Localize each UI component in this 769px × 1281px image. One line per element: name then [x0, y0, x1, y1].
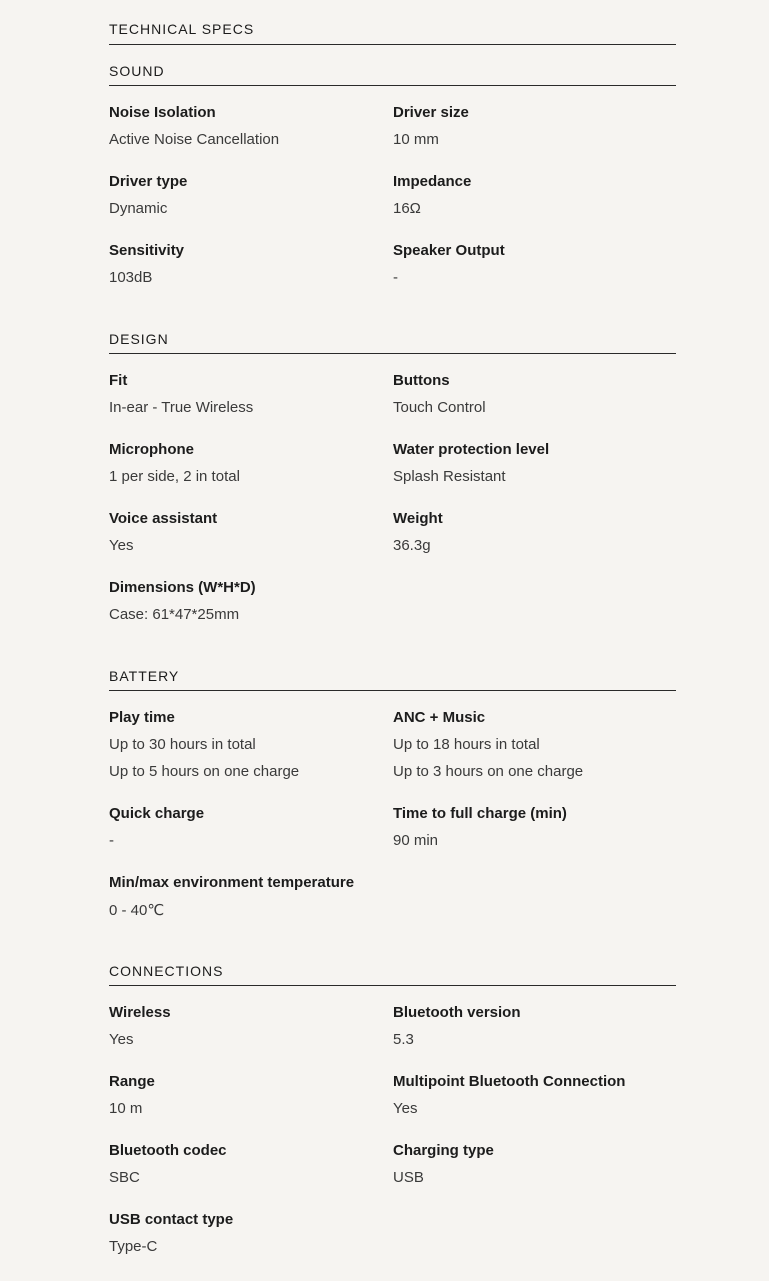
spec-label-multipoint: Multipoint Bluetooth Connection — [393, 1073, 626, 1090]
spec-label-usb-contact-type: USB contact type — [109, 1211, 234, 1228]
spec-value-water-protection: Splash Resistant — [393, 468, 506, 485]
spec-value-buttons: Touch Control — [393, 399, 486, 416]
spec-label-fit: Fit — [109, 372, 128, 389]
title-divider — [109, 44, 676, 45]
spec-label-noise-isolation: Noise Isolation — [109, 104, 216, 121]
spec-value-anc-music-total: Up to 18 hours in total — [393, 736, 540, 753]
section-title-design: DESIGN — [109, 331, 169, 347]
spec-value-weight: 36.3g — [393, 537, 431, 554]
spec-label-weight: Weight — [393, 510, 443, 527]
spec-value-noise-isolation: Active Noise Cancellation — [109, 131, 280, 148]
spec-value-range: 10 m — [109, 1100, 143, 1117]
spec-label-sensitivity: Sensitivity — [109, 242, 185, 259]
spec-label-driver-type: Driver type — [109, 173, 188, 190]
spec-value-fit: In-ear - True Wireless — [109, 399, 254, 416]
spec-label-charging-type: Charging type — [393, 1142, 494, 1159]
spec-label-wireless: Wireless — [109, 1004, 171, 1021]
spec-label-full-charge-time: Time to full charge (min) — [393, 805, 567, 822]
spec-label-bluetooth-version: Bluetooth version — [393, 1004, 521, 1021]
page-title: TECHNICAL SPECS — [109, 21, 255, 37]
spec-value-bluetooth-codec: SBC — [109, 1169, 140, 1186]
section-divider-sound — [109, 85, 676, 86]
section-divider-connections — [109, 985, 676, 986]
spec-value-temperature: 0 - 40℃ — [109, 902, 165, 919]
spec-value-impedance: 16Ω — [393, 200, 421, 217]
spec-value-full-charge-time: 90 min — [393, 832, 439, 849]
section-title-connections: CONNECTIONS — [109, 963, 224, 979]
spec-value-play-time-charge: Up to 5 hours on one charge — [109, 763, 300, 780]
spec-value-microphone: 1 per side, 2 in total — [109, 468, 240, 485]
spec-value-anc-music-charge: Up to 3 hours on one charge — [393, 763, 584, 780]
section-title-battery: BATTERY — [109, 668, 180, 684]
spec-label-microphone: Microphone — [109, 441, 194, 458]
spec-label-speaker-output: Speaker Output — [393, 242, 505, 259]
spec-value-voice-assistant: Yes — [109, 537, 134, 554]
section-divider-battery — [109, 690, 676, 691]
spec-value-play-time-total: Up to 30 hours in total — [109, 736, 256, 753]
section-divider-design — [109, 353, 676, 354]
spec-value-driver-type: Dynamic — [109, 200, 168, 217]
spec-value-wireless: Yes — [109, 1031, 134, 1048]
spec-label-impedance: Impedance — [393, 173, 472, 190]
spec-label-buttons: Buttons — [393, 372, 450, 389]
spec-label-dimensions: Dimensions (W*H*D) — [109, 579, 256, 596]
section-title-sound: SOUND — [109, 63, 165, 79]
spec-value-charging-type: USB — [393, 1169, 424, 1186]
spec-value-driver-size: 10 mm — [393, 131, 439, 148]
spec-label-voice-assistant: Voice assistant — [109, 510, 218, 527]
spec-label-bluetooth-codec: Bluetooth codec — [109, 1142, 227, 1159]
spec-label-quick-charge: Quick charge — [109, 805, 205, 822]
spec-label-range: Range — [109, 1073, 155, 1090]
spec-label-anc-music: ANC + Music — [393, 709, 486, 726]
spec-value-dimensions: Case: 61*47*25mm — [109, 606, 240, 623]
spec-value-sensitivity: 103dB — [109, 269, 153, 286]
spec-value-quick-charge: - — [109, 832, 114, 849]
spec-label-water-protection: Water protection level — [393, 441, 550, 458]
spec-value-bluetooth-version: 5.3 — [393, 1031, 414, 1048]
spec-value-usb-contact-type: Type-C — [109, 1238, 158, 1255]
spec-value-speaker-output: - — [393, 269, 398, 286]
spec-label-temperature: Min/max environment temperature — [109, 874, 355, 891]
spec-label-driver-size: Driver size — [393, 104, 469, 121]
spec-value-multipoint: Yes — [393, 1100, 418, 1117]
spec-label-play-time: Play time — [109, 709, 175, 726]
